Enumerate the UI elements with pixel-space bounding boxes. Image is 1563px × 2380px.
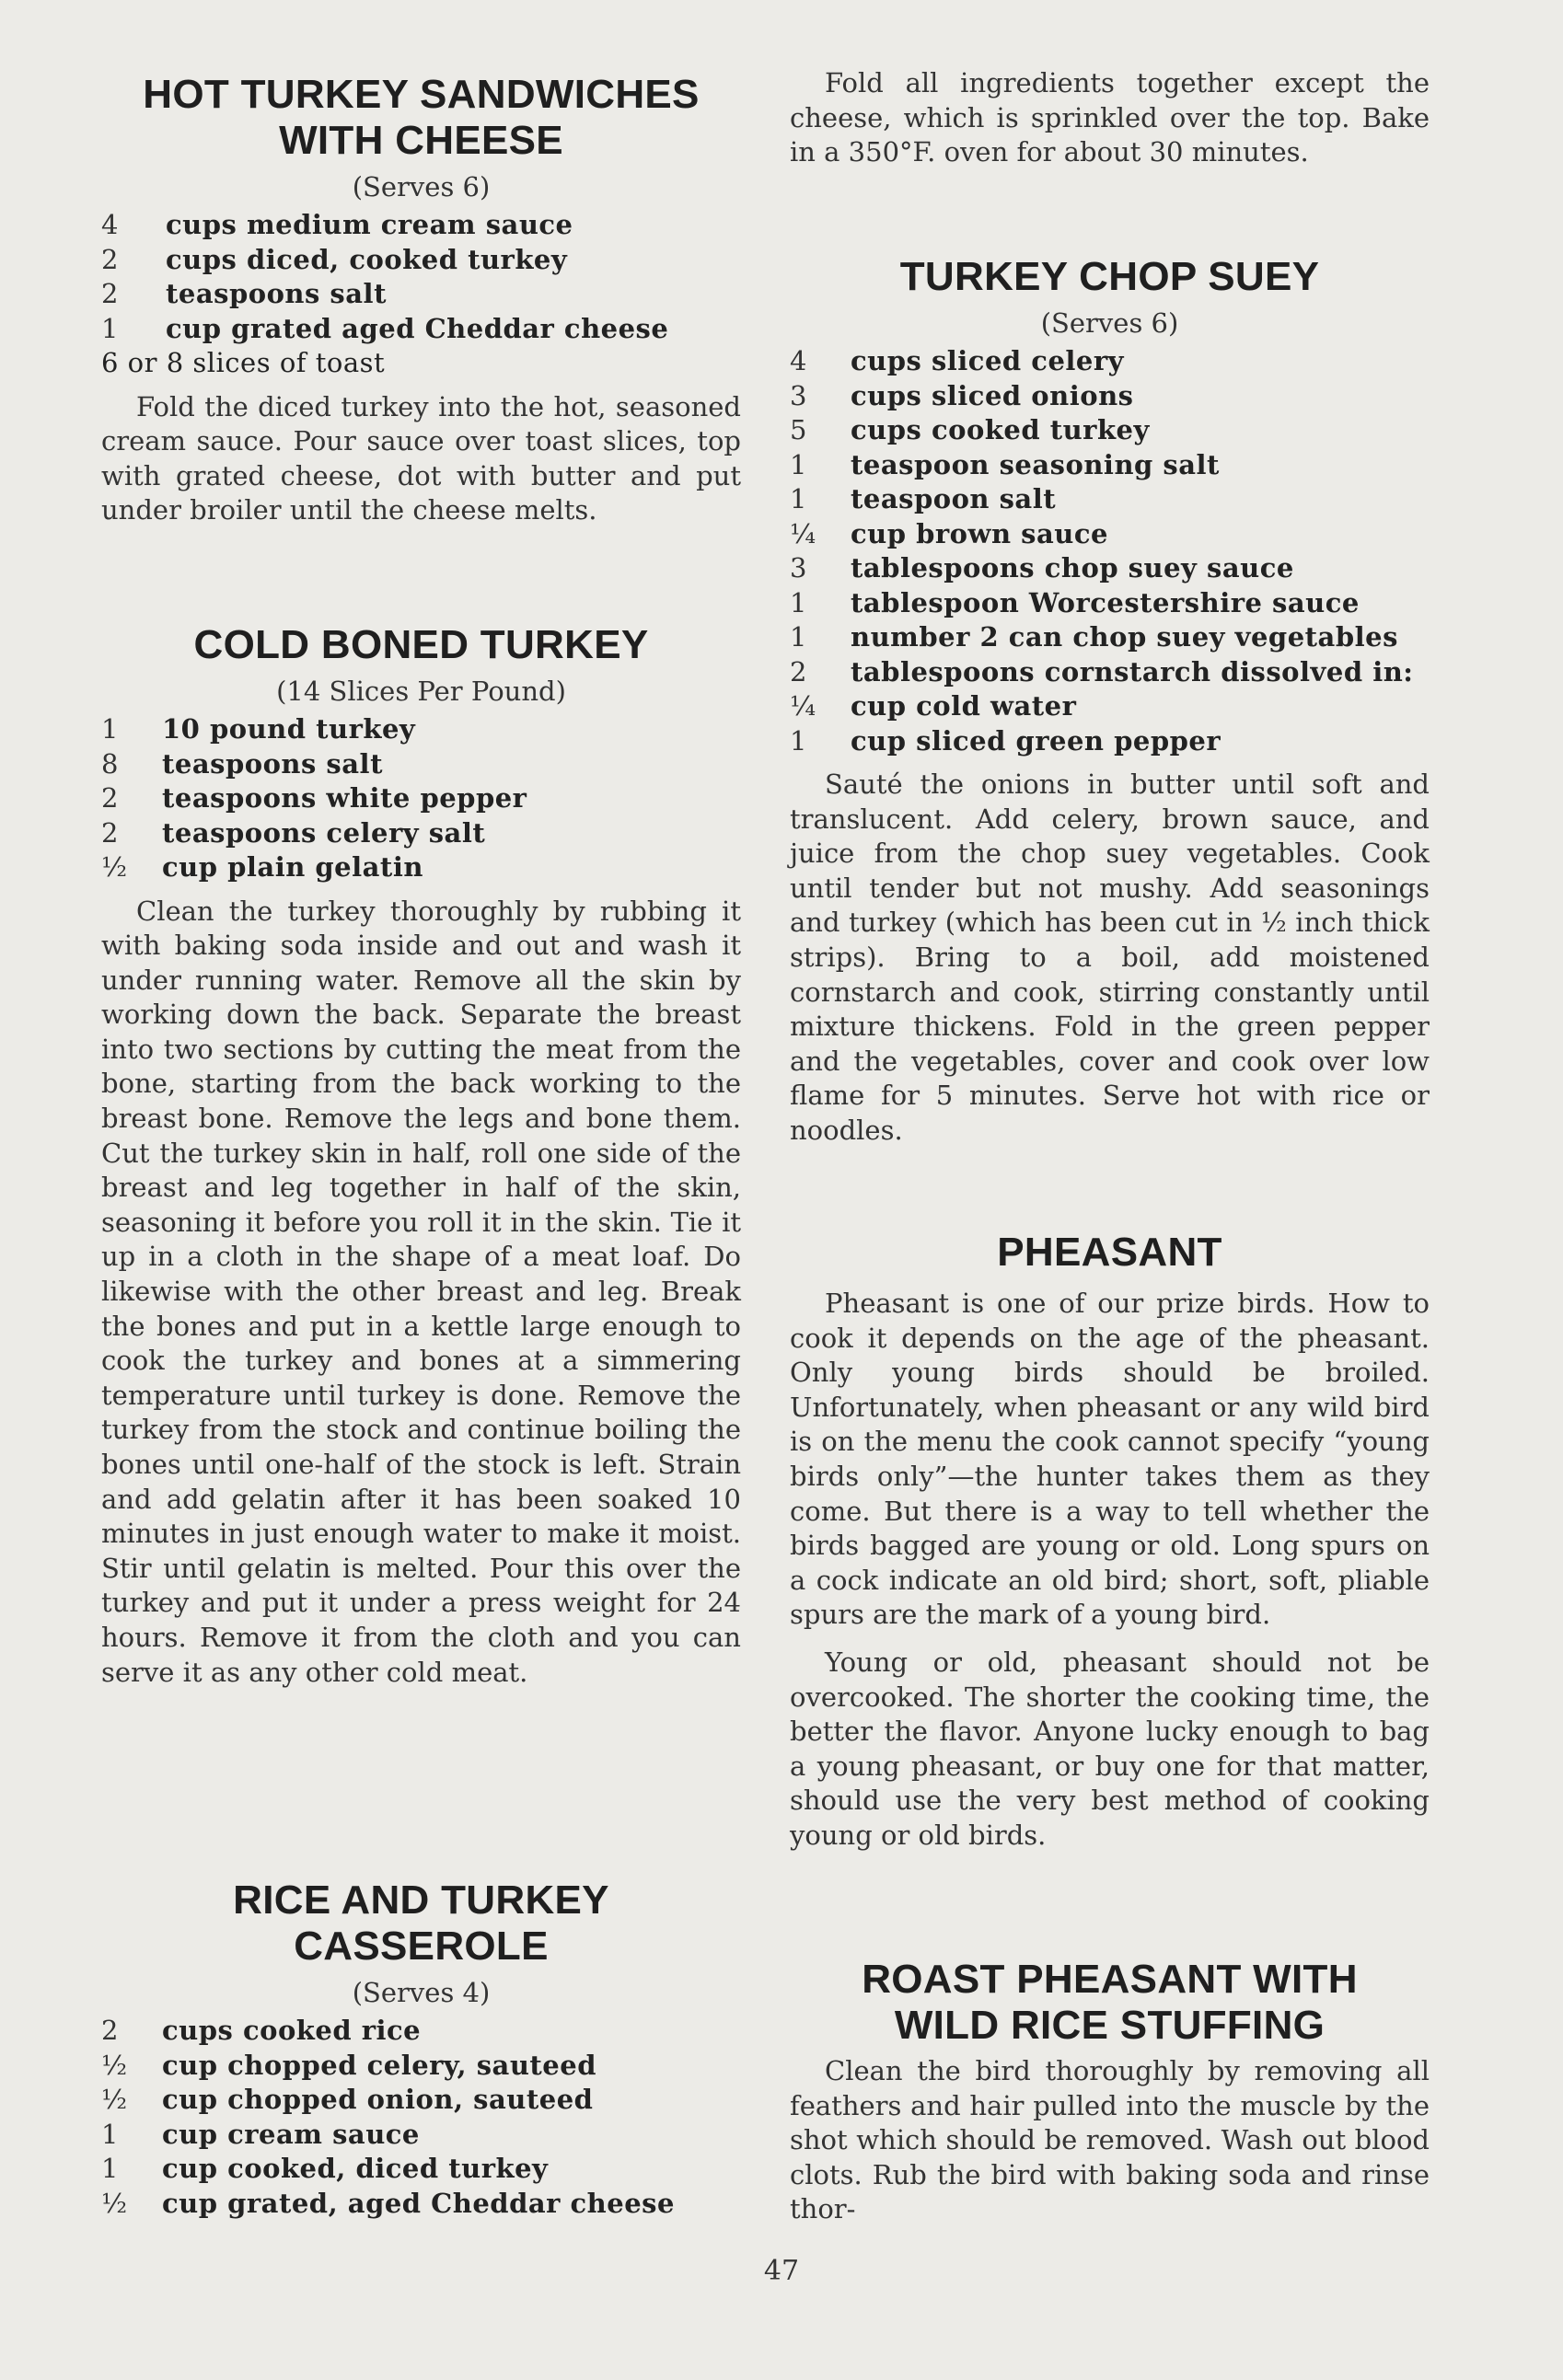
ingredient-text: teaspoons white pepper: [162, 782, 527, 814]
recipe-method: Clean the bird thoroughly by removing all feathers and hair pulled into the muscle by the shot which should be removed. Wash out blood clots. Rub the bird with baking soda and rinse thor-: [790, 2055, 1430, 2225]
ingredient-text: number 2 can chop suey vegetables: [851, 621, 1398, 653]
title-line-1: RICE AND TURKEY: [233, 1877, 609, 1923]
recipe-rice-turkey-casserole: [101, 1877, 741, 2230]
ingredient-qty: 1: [790, 586, 807, 618]
ingredient-text: teaspoons salt: [166, 278, 387, 309]
ingredient-row: [101, 2014, 741, 2049]
ingredient-row: [790, 448, 1430, 483]
ingredient-text: cups cooked rice: [162, 2015, 422, 2046]
ingredient-text: cup cream sauce: [162, 2118, 420, 2150]
ingredient-row: [790, 379, 1430, 414]
ingredient-row: [790, 344, 1430, 379]
ingredient-text: cups cooked turkey: [851, 414, 1150, 445]
ingredient-qty: 1: [790, 448, 807, 480]
section-pheasant: [790, 1230, 1430, 1854]
serves-note: (Serves 4): [352, 1977, 491, 2008]
ingredient-qty: 3: [790, 379, 807, 411]
ingredient-list: [101, 712, 741, 885]
ingredient-list: [101, 208, 741, 381]
recipe-method: Sauté the onions in butter until soft and translucent. Add celery, brown sauce, and juice from the chop suey vegetables. Cook until tender but not mushy. Add seasonings and turkey (which has been cut in ½ inch thick strips). Bring to a boil, add moistened cornstarch and cook, stirring constantly until mixture thickens. Fold in the green pepper and the vegetables, cover and cook over low flame for 5 minutes. Serve hot with rice or noodles.: [790, 768, 1430, 1146]
ingredient-row: [790, 482, 1430, 517]
serves-note: (Serves 6): [352, 171, 491, 202]
ingredient-qty: ½: [101, 2084, 128, 2115]
ingredient-row: [790, 586, 1430, 621]
ingredient-row: [101, 816, 741, 851]
ingredient-text: cup cold water: [851, 690, 1077, 722]
ingredient-row: [101, 2152, 741, 2187]
recipe-title: [101, 72, 741, 164]
ingredient-qty: ½: [101, 2187, 128, 2219]
ingredient-text: cup brown sauce: [851, 517, 1108, 549]
ingredient-qty: 8: [101, 747, 119, 780]
page-number: 47: [763, 2255, 800, 2287]
recipe-roast-pheasant: [790, 1957, 1430, 2227]
recipe-title: COLD BONED TURKEY: [193, 622, 649, 667]
ingredient-list: [101, 2014, 741, 2221]
ingredient-row: [101, 712, 741, 747]
ingredient-text: teaspoons celery salt: [162, 816, 486, 849]
ingredient-qty: 1: [101, 2118, 119, 2150]
ingredient-row: [101, 2083, 741, 2118]
ingredient-qty: 2: [101, 278, 119, 309]
ingredient-row: [101, 312, 741, 347]
ingredient-row: [101, 781, 741, 816]
ingredient-qty: ¼: [790, 517, 816, 549]
ingredient-row: [790, 413, 1430, 448]
recipe-rice-casserole-continued: [790, 66, 1430, 170]
ingredient-qty: 3: [790, 552, 807, 583]
ingredient-text: teaspoon salt: [851, 483, 1057, 514]
ingredient-text: cups sliced celery: [851, 345, 1124, 376]
ingredient-row: [790, 655, 1430, 690]
ingredient-row: [101, 346, 741, 381]
ingredient-row: [790, 551, 1430, 586]
ingredient-text: cup chopped onion, sauteed: [162, 2084, 594, 2115]
ingredient-row: [101, 2118, 741, 2153]
recipe-method: Fold all ingredients together except the cheese, which is sprinkled over the top. Bake in a 350°F. oven for about 30 minutes.: [790, 67, 1430, 168]
ingredient-text: tablespoon Worcestershire sauce: [851, 586, 1360, 618]
ingredient-text: cup sliced green pepper: [851, 724, 1221, 757]
ingredient-text: cup cooked, diced turkey: [162, 2153, 549, 2184]
ingredient-text: 10 pound turkey: [162, 713, 416, 745]
ingredient-qty: 1: [101, 713, 119, 745]
ingredient-text: tablespoons chop suey sauce: [851, 552, 1294, 583]
recipe-turkey-chop-suey: [790, 254, 1430, 1149]
ingredient-text: cups sliced onions: [851, 379, 1134, 411]
ingredient-qty: ½: [101, 851, 128, 883]
recipe-title: [101, 1877, 741, 1970]
ingredient-qty: 1: [101, 312, 119, 344]
ingredient-row: [790, 620, 1430, 655]
ingredient-row: [101, 850, 741, 885]
ingredient-text: cup plain gelatin: [162, 851, 423, 883]
ingredient-text: cup chopped celery, sauteed: [162, 2049, 596, 2081]
serves-note: (Serves 6): [1040, 307, 1179, 339]
ingredient-qty: 2: [101, 243, 119, 275]
serves-note: (14 Slices Per Pound): [276, 676, 566, 707]
ingredient-qty: 4: [790, 345, 807, 376]
title-line-2: WITH CHEESE: [279, 118, 563, 163]
ingredient-row: [101, 2049, 741, 2084]
recipe-cold-boned-turkey: [101, 622, 741, 1690]
ingredient-qty: 4: [101, 209, 119, 240]
ingredient-text: cups medium cream sauce: [166, 209, 573, 240]
ingredient-row: [101, 2187, 741, 2222]
ingredient-row: [101, 243, 741, 278]
ingredient-row: [101, 208, 741, 243]
pheasant-paragraph-2: Young or old, pheasant should not be overcooked. The shorter the cooking time, the better the flavor. Anyone lucky enough to bag a young pheasant, or buy one for that matter, should use the very best method of cooking young or old birds.: [790, 1646, 1430, 1851]
ingredient-text: cup grated, aged Cheddar cheese: [162, 2187, 675, 2219]
ingredient-text: tablespoons cornstarch dissolved in:: [851, 655, 1414, 687]
ingredient-row: [101, 747, 741, 782]
ingredient-qty: ¼: [790, 690, 816, 722]
ingredient-text: teaspoon seasoning salt: [851, 448, 1220, 480]
ingredient-text: teaspoons salt: [162, 747, 383, 780]
ingredient-qty: 2: [101, 782, 119, 814]
pheasant-paragraph-1: Pheasant is one of our prize birds. How to cook it depends on the age of the pheasant. Only young birds should be broiled. Unfortunately, when pheasant or any wild bird is on the menu the cook cannot specify “young birds only”—the hunter takes them as they come. But there is a way to tell whether the birds bagged are young or old. Long spurs on a cock indicate an old bird; short, soft, pliable spurs are the mark of a young bird.: [790, 1288, 1430, 1631]
ingredient-qty: 1: [101, 2153, 119, 2184]
title-line-2: CASSEROLE: [294, 1924, 549, 1969]
ingredient-qty: 1: [790, 724, 807, 757]
ingredient-row: [101, 277, 741, 312]
recipe-method: Clean the turkey thoroughly by rubbing it with baking soda inside and out and wash it under running water. Remove all the skin by working down the back. Separate the breast into two sections by cutting the meat from the bone, starting from the back working to the breast bone. Remove the legs and bone them. Cut the turkey skin in half, roll one side of the breast and leg together in half of the skin, seasoning it before you roll it in the skin. Tie it up in a cloth in the shape of a meat loaf. Do likewise with the other breast and leg. Break the bones and put in a kettle large enough to cook the turkey and bones at a simmering temperature until turkey is done. Remove the turkey from the stock and continue boiling the bones until one-half of the stock is left. Strain and add gelatin after it has been soaked 10 minutes in just enough water to make it moist. Stir until gelatin is melted. Pour this over the turkey and put it under a press weight for 24 hours. Remove it from the cloth and you can serve it as any other cold meat.: [101, 895, 741, 1688]
ingredient-qty: ½: [101, 2049, 128, 2081]
recipe-method: Fold the diced turkey into the hot, seasoned cream sauce. Pour sauce over toast slices, top with grated cheese, dot with butter and put under broiler until the cheese melts.: [101, 390, 741, 526]
ingredient-qty: 1: [790, 621, 807, 653]
ingredient-qty: 5: [790, 414, 807, 445]
recipe-title: TURKEY CHOP SUEY: [899, 254, 1320, 299]
ingredient-row: [790, 517, 1430, 552]
ingredient-row: [790, 724, 1430, 759]
title-line-1: ROAST PHEASANT WITH: [862, 1957, 1358, 2002]
ingredient-row: [790, 689, 1430, 724]
title-line-2: WILD RICE STUFFING: [894, 2003, 1326, 2048]
ingredient-text: cup grated aged Cheddar cheese: [166, 312, 669, 344]
recipe-title: [790, 1957, 1430, 2049]
ingredient-qty: 2: [101, 2015, 119, 2046]
title-line-1: HOT TURKEY SANDWICHES: [143, 72, 700, 117]
ingredient-qty: 2: [790, 655, 807, 687]
ingredient-qty: 2: [101, 816, 119, 849]
ingredient-list: [790, 344, 1430, 758]
ingredient-qty: 1: [790, 483, 807, 514]
recipe-hot-turkey-sandwiches: [101, 72, 741, 528]
section-title: PHEASANT: [997, 1230, 1222, 1275]
ingredient-text: 6 or 8 slices of toast: [101, 347, 386, 378]
ingredient-text: cups diced, cooked turkey: [166, 243, 568, 275]
